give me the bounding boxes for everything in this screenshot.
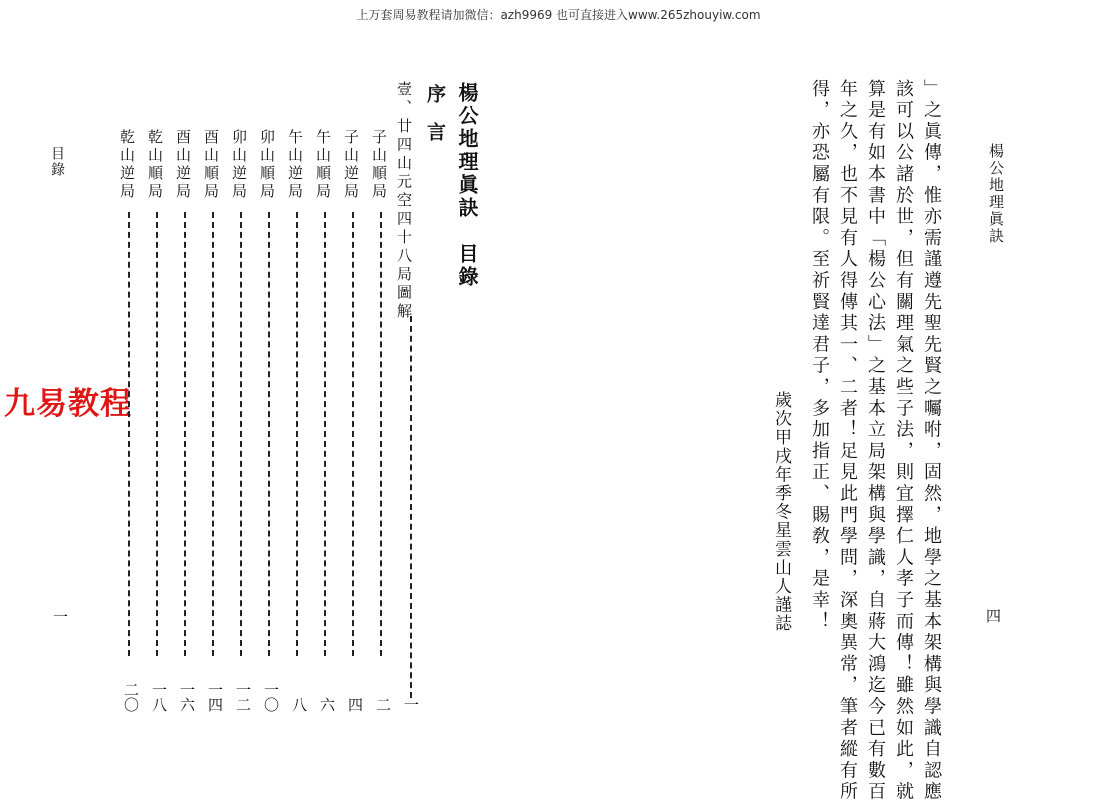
toc-leader xyxy=(128,212,130,656)
toc-page-number: 八 xyxy=(290,697,308,712)
toc-page-number: 一〇 xyxy=(262,682,280,712)
toc-leader xyxy=(324,212,326,656)
body-column: 」之眞傳，惟亦需謹遵先聖先賢之囑咐，固然，地學之基本架構與學識自認應 xyxy=(921,79,942,803)
toc-entry: 子山逆局 xyxy=(342,129,360,201)
toc-leader xyxy=(410,316,412,698)
toc-page-number: 一八 xyxy=(150,682,168,712)
toc-leader xyxy=(184,212,186,656)
toc-preface: 序 言 xyxy=(424,84,446,141)
toc-page-number: 一六 xyxy=(178,682,196,712)
body-column: 得，亦恐屬有限。至祈賢達君子，多加指正、賜敎，是幸！ xyxy=(809,79,830,633)
toc-leader xyxy=(212,212,214,656)
toc-leader xyxy=(296,212,298,656)
watermark-logo: 九易教程 xyxy=(4,386,132,422)
toc-entry: 卯山順局 xyxy=(258,129,276,201)
toc-leader xyxy=(380,212,382,656)
toc-page-number: 二 xyxy=(374,697,392,712)
toc-page-number: 一二 xyxy=(234,682,252,712)
toc-leader xyxy=(268,212,270,656)
toc-entry: 酉山順局 xyxy=(202,129,220,201)
toc-leader xyxy=(240,212,242,656)
toc-entry: 子山順局 xyxy=(370,129,388,201)
page-number: 四 xyxy=(984,608,1002,623)
toc-page-number: 二〇 xyxy=(122,682,140,712)
toc-entry: 午山順局 xyxy=(314,129,332,201)
body-column: 年之久，也不見有人得傳其一、二者！足見此門學問，深奧異常，筆者縱有所 xyxy=(837,79,858,803)
toc-entry: 卯山逆局 xyxy=(230,129,248,201)
signature: 歲次甲戌年季冬星雲山人謹誌 xyxy=(771,391,791,633)
toc-entry: 乾山逆局 xyxy=(118,129,136,201)
toc-leader xyxy=(156,212,158,656)
toc-chapter: 壹、廿四山元空四十八局圖解 xyxy=(395,81,413,322)
toc-title: 楊公地理眞訣 目錄 xyxy=(455,82,479,289)
toc-page-number: 一 xyxy=(402,697,420,712)
side-label: 目錄 xyxy=(49,146,65,178)
toc-entry: 午山逆局 xyxy=(286,129,304,201)
watermark-banner: 上万套周易教程请加微信：azh9969 也可直接进入www.265zhouyiw.com xyxy=(356,8,761,22)
toc-page-number: 一四 xyxy=(206,682,224,712)
body-column: 算是有如本書中「楊公心法」之基本立局架構與學識，自蔣大鴻迄今已有數百 xyxy=(865,79,886,803)
body-column: 該可以公諸於世，但有關理氣之些子法，則宜擇仁人孝子而傳！雖然如此，就 xyxy=(893,79,914,803)
toc-page-number: 六 xyxy=(318,697,336,712)
page-number: 一 xyxy=(51,609,69,624)
toc-leader xyxy=(352,212,354,656)
toc-entry: 乾山順局 xyxy=(146,129,164,201)
toc-entry: 酉山逆局 xyxy=(174,129,192,201)
page-header: 楊公地理眞訣 xyxy=(987,143,1005,245)
toc-page-number: 四 xyxy=(346,697,364,712)
